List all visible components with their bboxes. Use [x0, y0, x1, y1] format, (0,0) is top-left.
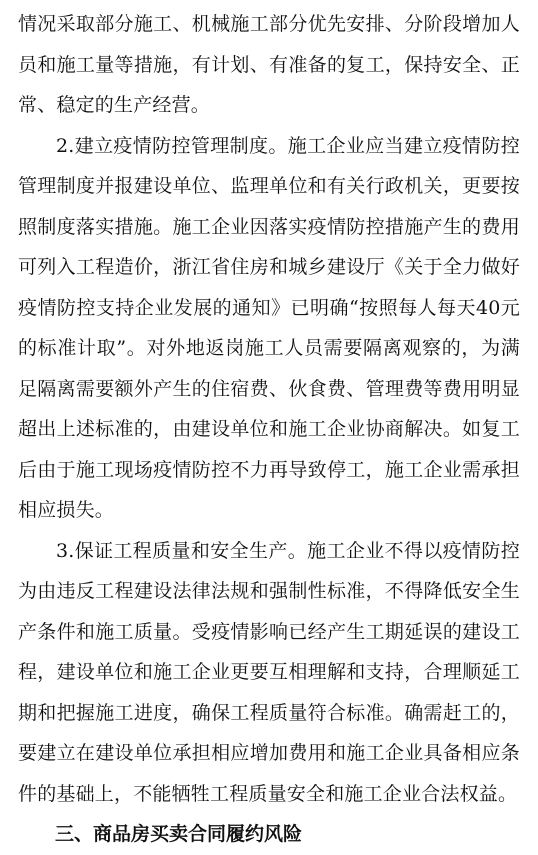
paragraph-quality-safety: 3.保证工程质量和安全生产。施工企业不得以疫情防控为由违反工程建设法律法规和强制性标准，不得降低安全生产条件和施工质量。受疫情影响已经产生工期延误的建设工程，建设单位和施工企业更要互相理解和支持，合理顺延工期和把握施工进度，确保工程质量符合标准。确需赶工的，要建立在建设单位承担相应增加费用和施工企业具备相应条件的基础上，不能牺牲工程质量安全和施工企业合法权益。: [18, 539, 520, 805]
paragraph-continuation: 情况采取部分施工、机械施工部分优先安排、分阶段增加人员和施工量等措施，有计划、有准备的复工，保持安全、正常、稳定的生产经营。: [18, 13, 520, 116]
paragraph-epidemic-control-system: 2.建立疫情防控管理制度。施工企业应当建立疫情防控管理制度并报建设单位、监理单位和有关行政机关，更要按照制度落实措施。施工企业因落实疫情防控措施产生的费用可列入工程造价，浙江省住房和城乡建设厅《关于全力做好疫情防控支持企业发展的通知》已明确“按照每人每天40元的标准计取”。对外地返岗施工人员需要隔离观察的，为满足隔离需要额外产生的住宿费、伙食费、管理费等费用明显超出上述标准的，由建设单位和施工企业协商解决。如复工后由于施工现场疫情防控不力再导致停工，施工企业需承担相应损失。: [18, 134, 520, 521]
section-heading: 三、商品房买卖合同履约风险: [55, 823, 303, 845]
